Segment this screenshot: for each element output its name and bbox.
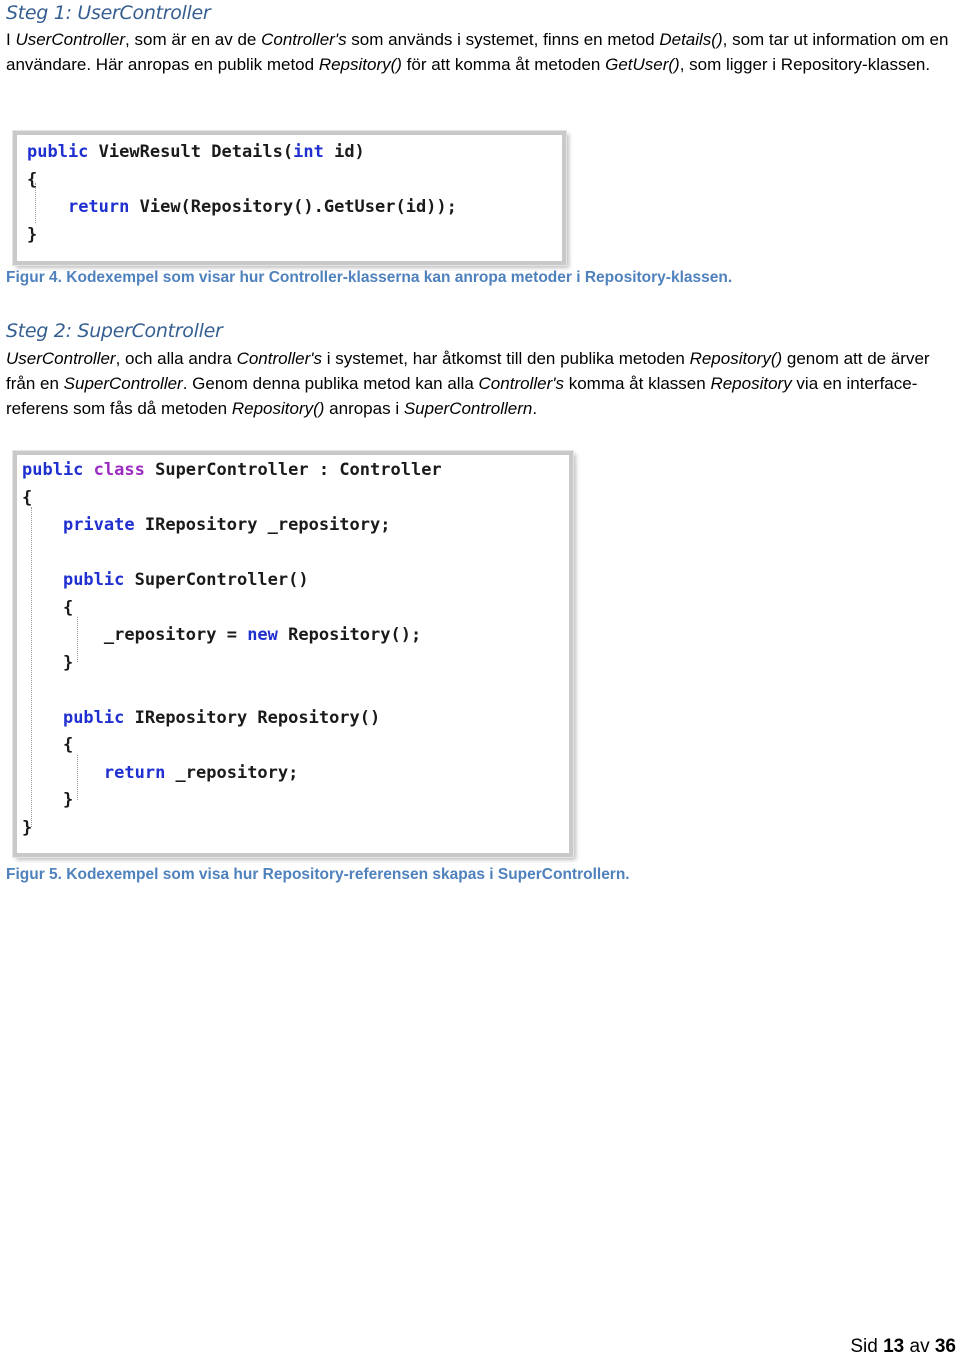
figure5-caption: Figur 5. Kodexempel som visa hur Repository-referensen skapas i SuperControllern. [6,866,630,883]
step1-paragraph: I UserController, som är en av de Controller's som används i systemet, finns en metod Details(), som tar ut information om en användare. Här anropas en publik metod Repsitory() för att komma åt metoden GetUser(), som ligger i Repository-klassen. [6,30,949,74]
code-line: public SuperController() [62,570,309,590]
code-figure-4 [13,131,566,265]
code-figure-5 [13,451,573,857]
code-block-details [27,139,457,249]
code-line: public ViewResult Details(int id) [27,142,365,162]
code-line: public class SuperController : Controller [22,460,442,480]
figure4-caption: Figur 4. Kodexempel som visar hur Controller-klasserna kan anropa metoder i Repository-klassen. [6,269,733,286]
step2-heading: Steg 2: SuperController [6,320,223,342]
code-line: { [22,735,74,755]
step2-paragraph: UserController, och alla andra Controller's i systemet, har åtkomst till den publika metoden Repository() genom att de ärver från en SuperController. Genom denna publika metod kan alla Controller's komma åt klassen Repository via en interface-referens som fås då metoden Repository() anropas i SuperControllern. [6,349,930,418]
code-line: return View(Repository().GetUser(id)); [67,197,457,217]
code-line: } [22,790,74,810]
code-line: private IRepository _repository; [62,515,391,535]
code-line: { [27,169,38,190]
step1-heading: Steg 1: UserController [6,2,211,24]
code-line: _repository = new Repository(); [103,625,422,645]
code-line: } [22,817,33,838]
code-line: public IRepository Repository() [62,707,381,728]
code-line: } [22,652,74,673]
code-block-supercontroller [22,457,442,842]
page-number: Sid 13 av 36 [850,1336,956,1357]
code-line: { [22,487,33,508]
code-line: } [27,224,38,245]
code-line: return _repository; [103,762,299,783]
code-line: { [22,597,74,618]
